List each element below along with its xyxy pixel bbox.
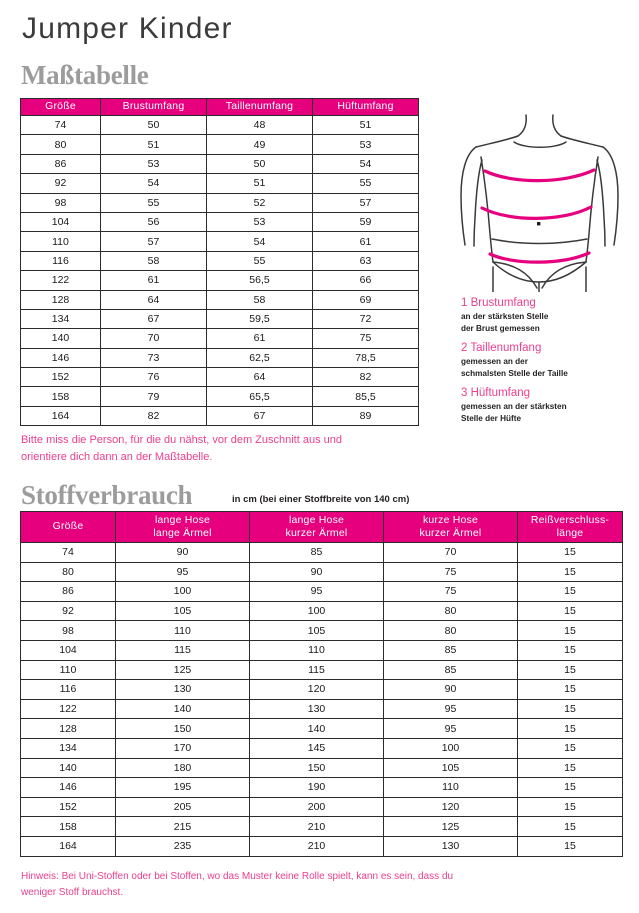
- cell-long-pants-long-sleeves: 125: [116, 660, 250, 680]
- cell-chest: 73: [101, 348, 207, 367]
- cell-waist: 52: [207, 193, 313, 212]
- cell-long-pants-long-sleeves: 110: [116, 621, 250, 641]
- cell-chest: 54: [101, 174, 207, 193]
- cell-short-pants-short-sleeves: 75: [384, 582, 518, 602]
- cell-size: 104: [21, 640, 116, 660]
- table-row: [21, 836, 623, 856]
- cell-hip: 69: [313, 290, 419, 309]
- cell-size: 86: [21, 582, 116, 602]
- table-row: [21, 562, 623, 582]
- cell-long-pants-long-sleeves: 140: [116, 699, 250, 719]
- cell-hip: 53: [313, 135, 419, 154]
- legend-description-line: gemessen an der: [461, 357, 528, 366]
- cell-zipper-length: 15: [518, 660, 623, 680]
- cell-long-pants-short-sleeves: 95: [250, 582, 384, 602]
- cell-long-pants-long-sleeves: 100: [116, 582, 250, 602]
- table-row: [21, 601, 623, 621]
- cell-zipper-length: 15: [518, 836, 623, 856]
- cell-waist: 51: [207, 174, 313, 193]
- cell-chest: 56: [101, 212, 207, 231]
- cell-size: 140: [21, 329, 101, 348]
- cell-size: 146: [21, 348, 101, 367]
- table-row: [21, 368, 419, 387]
- cell-size: 92: [21, 601, 116, 621]
- table-row: [21, 290, 419, 309]
- cell-chest: 50: [101, 116, 207, 135]
- cell-waist: 50: [207, 154, 313, 173]
- cell-waist: 64: [207, 368, 313, 387]
- cell-long-pants-short-sleeves: 90: [250, 562, 384, 582]
- cell-zipper-length: 15: [518, 699, 623, 719]
- cell-long-pants-long-sleeves: 150: [116, 719, 250, 739]
- cell-size: 86: [21, 154, 101, 173]
- cell-chest: 82: [101, 406, 207, 425]
- cell-chest: 67: [101, 309, 207, 328]
- cell-long-pants-short-sleeves: 105: [250, 621, 384, 641]
- column-header-kurze-hose-kurzer-aermel: [384, 512, 518, 543]
- header-line-1: lange Hose: [288, 513, 345, 526]
- header-line-1: lange Hose: [154, 513, 211, 526]
- cell-waist: 49: [207, 135, 313, 154]
- fabric-section-heading: Stoffverbrauch: [21, 480, 193, 510]
- fabric-hint-note: [21, 869, 621, 901]
- header-line-2: lange Ärmel: [153, 527, 212, 539]
- cell-hip: 85,5: [313, 387, 419, 406]
- cell-size: 116: [21, 680, 116, 700]
- cell-zipper-length: 15: [518, 817, 623, 837]
- cell-size: 74: [21, 116, 101, 135]
- cell-size: 110: [21, 232, 101, 251]
- cell-size: 158: [21, 387, 101, 406]
- table-row: [21, 135, 419, 154]
- cell-hip: 55: [313, 174, 419, 193]
- cell-zipper-length: 15: [518, 797, 623, 817]
- cell-zipper-length: 15: [518, 738, 623, 758]
- hip-measure-band: [490, 253, 589, 262]
- note-line: Bitte miss die Person, für die du nähst, vor dem Zuschnitt aus und: [21, 434, 342, 446]
- table-row: [21, 719, 623, 739]
- table-header-row: [21, 512, 623, 543]
- cell-waist: 67: [207, 406, 313, 425]
- cell-chest: 55: [101, 193, 207, 212]
- header-line-2: länge: [556, 527, 584, 539]
- note-line: Hinweis: Bei Uni-Stoffen oder bei Stoffen, wo das Muster keine Rolle spielt, kann es sein, dass du: [21, 871, 454, 882]
- legend-item-taillenumfang: [461, 341, 636, 379]
- cell-short-pants-short-sleeves: 70: [384, 543, 518, 563]
- legend-description-line: an der stärksten Stelle: [461, 312, 549, 321]
- cell-long-pants-short-sleeves: 100: [250, 601, 384, 621]
- chest-measure-band: [485, 170, 594, 181]
- cell-long-pants-long-sleeves: 130: [116, 680, 250, 700]
- cell-long-pants-short-sleeves: 150: [250, 758, 384, 778]
- table-row: [21, 174, 419, 193]
- legend-item-hueftumfang: [461, 386, 636, 424]
- table-row: [21, 797, 623, 817]
- cell-long-pants-long-sleeves: 90: [116, 543, 250, 563]
- cell-short-pants-short-sleeves: 95: [384, 719, 518, 739]
- column-header-taillenumfang: Taillenumfang: [207, 99, 313, 116]
- table-row: [21, 582, 623, 602]
- cell-waist: 59,5: [207, 309, 313, 328]
- table-row: [21, 640, 623, 660]
- cell-long-pants-short-sleeves: 140: [250, 719, 384, 739]
- cell-waist: 62,5: [207, 348, 313, 367]
- cell-hip: 63: [313, 251, 419, 270]
- torso-diagram-icon: [452, 112, 632, 292]
- cell-size: 152: [21, 797, 116, 817]
- cell-short-pants-short-sleeves: 125: [384, 817, 518, 837]
- legend-description-line: Stelle der Hüfte: [461, 413, 522, 423]
- cell-short-pants-short-sleeves: 85: [384, 660, 518, 680]
- column-header-groesse: Größe: [21, 99, 101, 116]
- column-header-reissverschlusslaenge: [518, 512, 623, 543]
- cell-long-pants-long-sleeves: 235: [116, 836, 250, 856]
- cell-waist: 55: [207, 251, 313, 270]
- cell-size: 122: [21, 271, 101, 290]
- cell-size: 122: [21, 699, 116, 719]
- cell-chest: 76: [101, 368, 207, 387]
- cell-size: 104: [21, 212, 101, 231]
- cell-hip: 82: [313, 368, 419, 387]
- table-row: [21, 406, 419, 425]
- cell-long-pants-short-sleeves: 190: [250, 778, 384, 798]
- table-row: [21, 329, 419, 348]
- table-row: [21, 738, 623, 758]
- measurement-section-heading: Maßtabelle: [21, 60, 149, 90]
- cell-long-pants-long-sleeves: 195: [116, 778, 250, 798]
- cell-long-pants-long-sleeves: 205: [116, 797, 250, 817]
- cell-chest: 64: [101, 290, 207, 309]
- table-row: [21, 212, 419, 231]
- cell-zipper-length: 15: [518, 562, 623, 582]
- table-header-row: [21, 99, 419, 116]
- cell-chest: 58: [101, 251, 207, 270]
- cell-long-pants-short-sleeves: 210: [250, 817, 384, 837]
- cell-long-pants-short-sleeves: 85: [250, 543, 384, 563]
- measurement-table: [20, 98, 419, 426]
- cell-size: 80: [21, 135, 101, 154]
- cell-chest: 57: [101, 232, 207, 251]
- table-row: [21, 232, 419, 251]
- body-measurement-figure: [452, 112, 632, 292]
- cell-long-pants-long-sleeves: 180: [116, 758, 250, 778]
- measurement-instruction-note: [21, 432, 461, 466]
- legend-title: 3 Hüftumfang: [461, 387, 531, 399]
- column-header-lange-hose-lange-aermel: [116, 512, 250, 543]
- table-row: [21, 543, 623, 563]
- cell-short-pants-short-sleeves: 80: [384, 621, 518, 641]
- cell-size: 110: [21, 660, 116, 680]
- header-line-2: kurzer Ärmel: [419, 527, 482, 539]
- cell-hip: 61: [313, 232, 419, 251]
- navel-marker: [537, 222, 540, 225]
- fabric-consumption-table: [20, 511, 623, 857]
- column-header-groesse: [21, 512, 116, 543]
- table-row: [21, 817, 623, 837]
- page-title: Jumper Kinder: [22, 12, 233, 45]
- cell-hip: 75: [313, 329, 419, 348]
- cell-short-pants-short-sleeves: 75: [384, 562, 518, 582]
- cell-chest: 53: [101, 154, 207, 173]
- measurement-legend: [461, 296, 636, 431]
- waist-measure-band: [482, 207, 591, 218]
- header-line-1: Reißverschluss-: [530, 513, 610, 526]
- cell-zipper-length: 15: [518, 778, 623, 798]
- column-header-lange-hose-kurzer-aermel: [250, 512, 384, 543]
- cell-long-pants-long-sleeves: 115: [116, 640, 250, 660]
- legend-item-brustumfang: [461, 296, 636, 334]
- legend-description-line: gemessen an der stärksten: [461, 402, 567, 411]
- cell-chest: 51: [101, 135, 207, 154]
- cell-hip: 57: [313, 193, 419, 212]
- cell-waist: 48: [207, 116, 313, 135]
- cell-size: 146: [21, 778, 116, 798]
- cell-zipper-length: 15: [518, 680, 623, 700]
- cell-short-pants-short-sleeves: 85: [384, 640, 518, 660]
- cell-long-pants-short-sleeves: 200: [250, 797, 384, 817]
- column-header-hueftumfang: Hüftumfang: [313, 99, 419, 116]
- legend-description-line: schmalsten Stelle der Taille: [461, 368, 568, 378]
- table-row: [21, 387, 419, 406]
- cell-size: 164: [21, 836, 116, 856]
- table-row: [21, 309, 419, 328]
- cell-size: 158: [21, 817, 116, 837]
- cell-hip: 54: [313, 154, 419, 173]
- cell-zipper-length: 15: [518, 621, 623, 641]
- cell-size: 116: [21, 251, 101, 270]
- cell-hip: 72: [313, 309, 419, 328]
- cell-size: 92: [21, 174, 101, 193]
- header-line-2: kurzer Ärmel: [285, 527, 348, 539]
- cell-waist: 53: [207, 212, 313, 231]
- table-row: [21, 778, 623, 798]
- cell-short-pants-short-sleeves: 90: [384, 680, 518, 700]
- cell-short-pants-short-sleeves: 110: [384, 778, 518, 798]
- cell-zipper-length: 15: [518, 601, 623, 621]
- cell-hip: 78,5: [313, 348, 419, 367]
- table-row: [21, 758, 623, 778]
- cell-chest: 79: [101, 387, 207, 406]
- cell-waist: 54: [207, 232, 313, 251]
- table-row: [21, 271, 419, 290]
- cell-size: 134: [21, 738, 116, 758]
- cell-long-pants-long-sleeves: 95: [116, 562, 250, 582]
- cell-size: 128: [21, 290, 101, 309]
- table-row: [21, 621, 623, 641]
- cell-zipper-length: 15: [518, 758, 623, 778]
- cell-long-pants-short-sleeves: 210: [250, 836, 384, 856]
- header-line-1: kurze Hose: [422, 513, 479, 526]
- cell-hip: 59: [313, 212, 419, 231]
- cell-size: 128: [21, 719, 116, 739]
- legend-description-line: der Brust gemessen: [461, 323, 540, 333]
- cell-long-pants-long-sleeves: 170: [116, 738, 250, 758]
- cell-waist: 61: [207, 329, 313, 348]
- cell-zipper-length: 15: [518, 640, 623, 660]
- cell-short-pants-short-sleeves: 95: [384, 699, 518, 719]
- cell-long-pants-short-sleeves: 115: [250, 660, 384, 680]
- table-row: [21, 251, 419, 270]
- cell-size: 98: [21, 193, 101, 212]
- legend-title: 2 Taillenumfang: [461, 342, 542, 354]
- cell-size: 80: [21, 562, 116, 582]
- cell-short-pants-short-sleeves: 105: [384, 758, 518, 778]
- fabric-section-subnote: in cm (bei einer Stoffbreite von 140 cm): [232, 494, 410, 505]
- table-row: [21, 699, 623, 719]
- table-row: [21, 660, 623, 680]
- cell-short-pants-short-sleeves: 120: [384, 797, 518, 817]
- cell-short-pants-short-sleeves: 100: [384, 738, 518, 758]
- cell-long-pants-short-sleeves: 130: [250, 699, 384, 719]
- cell-short-pants-short-sleeves: 130: [384, 836, 518, 856]
- note-line: orientiere dich dann an der Maßtabelle.: [21, 451, 213, 463]
- cell-waist: 56,5: [207, 271, 313, 290]
- header-line-1: Größe: [52, 520, 84, 533]
- note-line: weniger Stoff brauchst.: [21, 887, 124, 898]
- table-row: [21, 680, 623, 700]
- cell-size: 152: [21, 368, 101, 387]
- legend-title: 1 Brustumfang: [461, 297, 536, 309]
- cell-size: 98: [21, 621, 116, 641]
- cell-long-pants-short-sleeves: 120: [250, 680, 384, 700]
- table-row: [21, 348, 419, 367]
- table-row: [21, 193, 419, 212]
- cell-zipper-length: 15: [518, 582, 623, 602]
- table-row: [21, 116, 419, 135]
- cell-chest: 70: [101, 329, 207, 348]
- cell-hip: 66: [313, 271, 419, 290]
- cell-short-pants-short-sleeves: 80: [384, 601, 518, 621]
- cell-long-pants-short-sleeves: 145: [250, 738, 384, 758]
- cell-size: 134: [21, 309, 101, 328]
- column-header-brustumfang: Brustumfang: [101, 99, 207, 116]
- cell-size: 74: [21, 543, 116, 563]
- cell-hip: 89: [313, 406, 419, 425]
- cell-hip: 51: [313, 116, 419, 135]
- cell-long-pants-long-sleeves: 215: [116, 817, 250, 837]
- table-row: [21, 154, 419, 173]
- cell-chest: 61: [101, 271, 207, 290]
- cell-zipper-length: 15: [518, 719, 623, 739]
- cell-waist: 65,5: [207, 387, 313, 406]
- cell-waist: 58: [207, 290, 313, 309]
- cell-zipper-length: 15: [518, 543, 623, 563]
- cell-long-pants-short-sleeves: 110: [250, 640, 384, 660]
- cell-size: 164: [21, 406, 101, 425]
- cell-size: 140: [21, 758, 116, 778]
- cell-long-pants-long-sleeves: 105: [116, 601, 250, 621]
